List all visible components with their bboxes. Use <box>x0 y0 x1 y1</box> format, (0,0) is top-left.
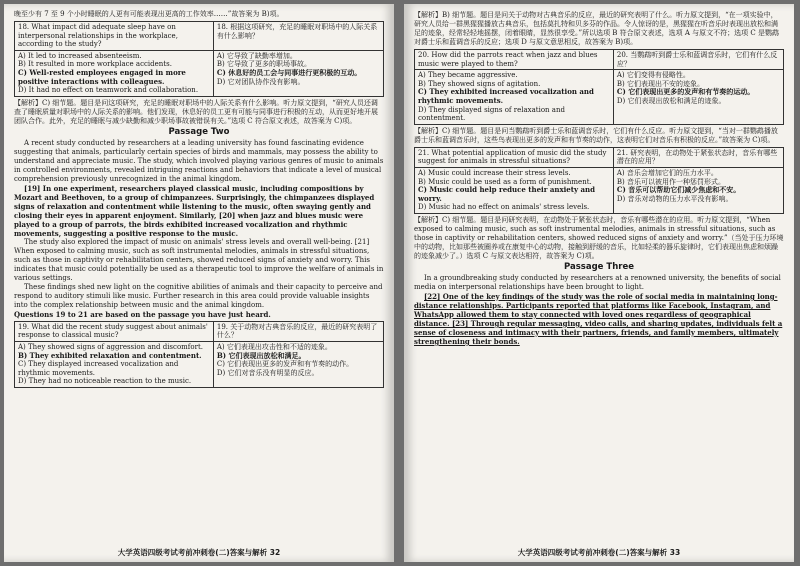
q18-zh-options <box>213 50 383 96</box>
q21-en-question: 21. What potential application of music did the study suggest for animals in stressful situations? <box>415 147 614 167</box>
q19-en-option-d: D) They had no noticeable reaction to the music. <box>18 377 192 386</box>
passage-two-title: Passage Two <box>168 126 230 137</box>
q21-zh-option-c: C) 音乐可以帮助它们减少焦虑和不安。 <box>616 185 741 195</box>
analysis-18: 【解析】C) 细节题。题目是问这项研究，充足的睡眠对职场中的人际关系有什么影响。听力原文提到，“研究人员还调查了睡眠质量对职场中的人际关系的影响。他们发现，休息好的员工更有可能与同事进行积极的互动，从而更好地开展团队合作。此外，充足的睡眠与减少缺勤和减少职场事故被错误有关。”选项 C 符合原文表述，故答案为 C)项。 <box>14 98 378 125</box>
q20-zh-option-c: C) 它们表现出更多的发声和有节奏的运动。 <box>616 87 755 97</box>
q20-en-option-d: D) They displayed signs of relaxation and contentment. <box>418 105 565 123</box>
question-19-table <box>14 321 384 388</box>
passage-two-p4: These findings shed new light on the cognitive abilities of animals and their capacity to perceive and respond to auditory stimuli like music. Further research in this area could provide valuable insights into the complex relationship between music and the animal kingdom. <box>14 282 383 309</box>
q18-en-question: 18. What impact did adequate sleep have on interpersonal relationships in the workplace, according to the study? <box>15 22 214 51</box>
q18-zh-option-c: C) 休息好的员工会与同事进行更积极的互动。 <box>216 67 362 77</box>
q19-zh-options <box>213 341 383 387</box>
q20-en-options <box>415 70 614 125</box>
top-line: 晚至少有 7 至 9 个小时睡眠的人更有可能表现出更高的工作效率……”故答案为 B)项。 <box>14 10 284 18</box>
q21-en-option-b: B) Music could be used as a form of punishment. <box>418 177 592 186</box>
analysis-19: 【解析】B) 细节题。题目是问关于动物对古典音乐的反应，最近的研究表明了什么。听力原文提到，“在一项实验中，研究人员给一群黑猩猩播放古典音乐，包括莫扎特和贝多芬的作品。令人惊讶的是，黑猩猩在听音乐时表现出放松和满足的迹象，经常轻轻地摇摆，闭着眼睛，显然很享受。”所以选项 B 符合原文表述，选项 A 与原文不符；选项 C 是鹦鹉对爵士乐和蓝调音乐的反应；选项 D 与原文意思相反，故答案为 B)项。 <box>414 11 779 46</box>
q18-zh-option-b: B) 它导致了更多的职场事故。 <box>216 60 311 69</box>
q20-zh-question: 20. 当鹦鹉听到爵士乐和蓝调音乐时，它们有什么反应？ <box>613 50 783 70</box>
q20-zh-option-a: A) 它们变得有侵略性。 <box>616 71 690 80</box>
q18-en-option-c: C) Well-rested employees engaged in more positive interactions with colleagues. <box>18 67 186 86</box>
q18-en-option-d: D) It had no effect on teamwork and collaboration. <box>18 86 199 95</box>
left-page <box>4 4 394 562</box>
q19-zh-question: 19. 关于动物对古典音乐的反应，最近的研究表明了什么？ <box>213 321 383 341</box>
questions-intro: Questions 19 to 21 are based on the passage you have just heard. <box>14 309 271 319</box>
passage-three-title: Passage Three <box>564 261 634 272</box>
q19-en-question: 19. What did the recent study suggest about animals' response to classical music? <box>15 321 214 341</box>
q21-en-options <box>415 167 614 213</box>
q19-en-options <box>15 341 214 387</box>
passage-three-p2: [22] One of the key findings of the study was the role of social media in maintaining long-distance relationships. Participants reported that platforms like Facebook, Instagram, and WhatsApp allowed them to stay connected with loved ones regardless of geographical distance. [23] Through regular messaging, video calls, and sharing updates, individuals felt a sense of closeness and intimacy with their partners, friends, and family members, ultimately strengthening their bonds. <box>414 291 783 346</box>
q18-zh-question: 18. 根据这项研究，充足的睡眠对职场中的人际关系有什么影响？ <box>213 22 383 51</box>
q21-zh-question: 21. 研究表明，在动物处于紧张状态时，音乐有哪些潜在的应用？ <box>613 147 783 167</box>
q21-zh-option-b: B) 音乐可以被用作一种惩罚形式。 <box>616 177 725 186</box>
q21-zh-option-a: A) 音乐会增加它们的压力水平。 <box>616 168 718 177</box>
q18-zh-option-d: D) 它对团队协作没有影响。 <box>216 77 305 86</box>
passage-three-p1: In a groundbreaking study conducted by researchers at a renowned university, the benefits of social media on interpersonal relationships have been brought to light. <box>414 273 781 291</box>
q19-en-option-c: C) They displayed increased vocalization and rhythmic movements. <box>18 360 179 377</box>
q20-en-option-b: B) They showed signs of agitation. <box>418 79 541 88</box>
passage-two-p2: [19] In one experiment, researchers played classical music, including compositions by Mozart and Beethoven, to a group of chimpanzees. Surprisingly, the chimpanzees displayed signs of relaxation and contentment while listening to the music, often swaying gently and closing their eyes in apparent enjoyment. Similarly, [20] when jazz and blues music were played to a group of parrots, the birds exhibited increased vocalization and rhythmic movements, suggesting a positive response to the music. <box>14 183 375 238</box>
q20-zh-options <box>613 70 783 125</box>
q18-en-options <box>15 50 214 96</box>
q18-en-option-a: A) It led to increased absenteeism. <box>18 51 142 60</box>
q19-zh-option-d: D) 它们对音乐没有明显的反应。 <box>216 368 319 377</box>
q21-en-option-c: C) Music could help reduce their anxiety and worry. <box>418 185 596 203</box>
q20-en-option-a: A) They became aggressive. <box>418 71 518 80</box>
q19-en-option-a: A) They showed signs of aggression and discomfort. <box>18 342 203 351</box>
q21-zh-option-d: D) 音乐对动物的压力水平没有影响。 <box>616 194 733 203</box>
q19-zh-option-a: A) 它们表现出攻击性和不适的迹象。 <box>216 342 332 351</box>
passage-two-p1: A recent study conducted by researchers at a leading university has found fascinating evidence suggesting that animals, particularly certain species of birds and mammals, may possess the ability to understand and appreciate music. The study, which involved playing various genres of music to animals in controlled environments, revealed intriguing reactions and behaviors that indicate a level of musical comprehension previously unrecognized in the animal kingdom. <box>14 138 384 183</box>
analysis-21: 【解析】C) 细节题。题目是问研究表明，在动物处于紧张状态时，音乐有哪些潜在的应用。听力原文提到，“When exposed to calming music, such as soft instrumental melodies, animals in stressful situations, such as those in captivity or rehabilitation centers, showed reduced signs of anxiety and worry.”（当处于压力环境中的动物，比如那些被圈养或在康复中心的动物，接触到舒缓的音乐，比如轻柔的器乐旋律时，它们表现出焦虑和烦躁的迹象减少了。）选项 C 与原文表达相符，故答案为 C)项。 <box>414 215 784 260</box>
q20-en-question: 20. How did the parrots react when jazz and blues music were played to them? <box>415 50 614 70</box>
q18-en-option-b: B) It resulted in more workplace accidents. <box>18 60 172 69</box>
question-20-table <box>414 49 784 125</box>
q20-zh-option-d: D) 它们表现出放松和满足的迹象。 <box>616 96 726 105</box>
right-page <box>404 4 794 562</box>
q19-zh-option-b: B) 它们表现出放松和满足。 <box>216 350 306 360</box>
left-page-footer: 大学英语四级考试考前冲刺卷(二)答案与解析 32 <box>117 548 281 557</box>
q20-en-option-c: C) They exhibited increased vocalization and rhythmic movements. <box>418 87 594 105</box>
q20-zh-option-b: B) 它们表现出不安的迹象。 <box>616 79 704 88</box>
q19-en-option-b: B) They exhibited relaxation and contentment. <box>18 350 202 360</box>
right-page-footer: 大学英语四级考试考前冲刺卷(二)答案与解析 33 <box>517 548 681 557</box>
q21-zh-options <box>613 167 783 213</box>
passage-two-p3: The study also explored the impact of music on animals' stress levels and overall well-being. [21] When exposed to calming music, such as soft instrumental melodies, animals in stressful situations, such as those in captivity or rehabilitation centers, showed reduced signs of anxiety and worry. This indicates that music could potentially be used as a therapeutic tool to improve the welfare of animals in various settings. <box>14 237 384 282</box>
analysis-20: 【解析】C) 细节题。题目是问当鹦鹉听到爵士乐和蓝调音乐时，它们有什么反应。听力原文提到，“当对一群鹦鹉播放爵士乐和蓝调音乐时，这些鸟表现出更多的发声和有节奏的动作，这表明它们对音乐有积极的反应。”故答案为 C)项。 <box>414 126 778 144</box>
q21-en-option-a: A) Music could increase their stress levels. <box>418 168 571 177</box>
q18-zh-option-a: A) 它导致了缺勤率增加。 <box>216 51 297 60</box>
q21-en-option-d: D) Music had no effect on animals' stress levels. <box>418 203 590 212</box>
q19-zh-option-c: C) 它们表现出更多的发声和有节奏的动作。 <box>216 360 354 369</box>
question-18-table <box>14 21 384 97</box>
question-21-table <box>414 147 784 214</box>
